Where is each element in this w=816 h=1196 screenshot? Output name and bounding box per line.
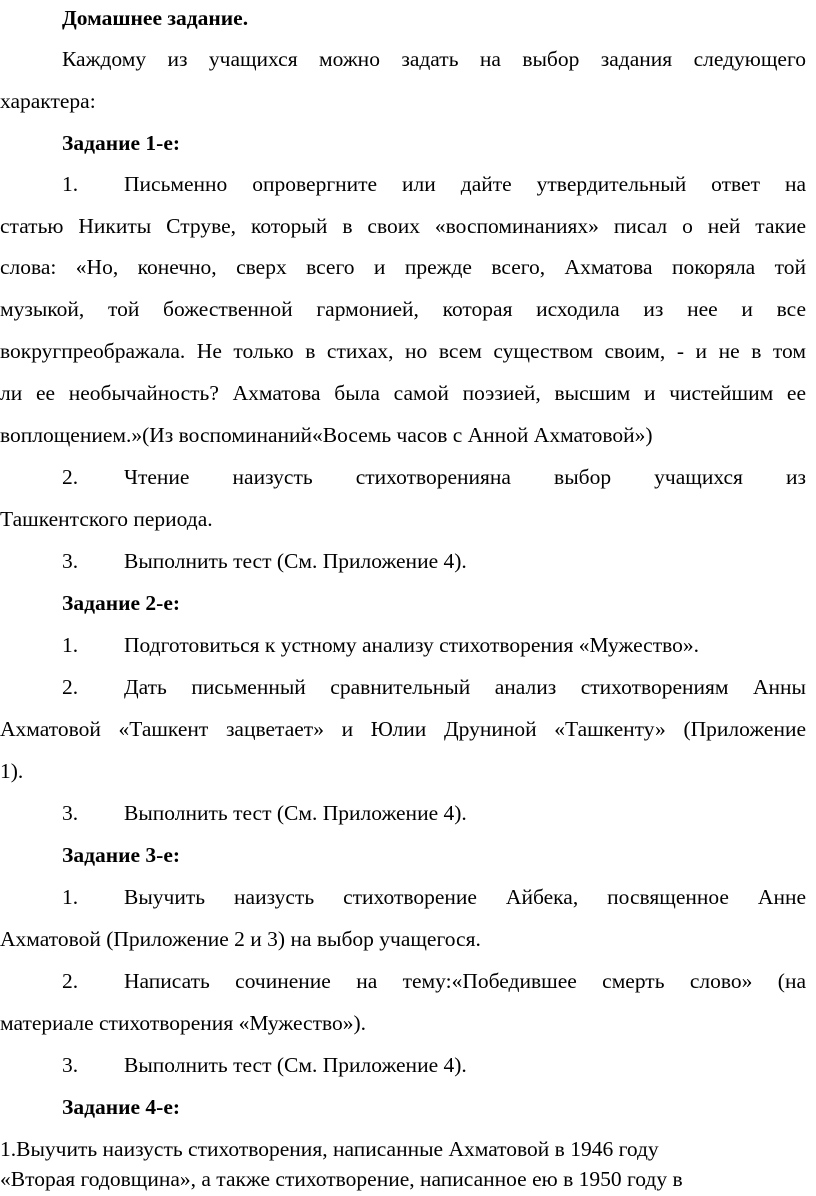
task1-item1-line-5: вокругпреображала. Не только в стихах, но всем существом своим, - и не в том	[0, 339, 806, 363]
task3-item3-text: Выполнить тест (См. Приложение 4).	[124, 1053, 467, 1077]
task2-title: Задание 2-е:	[62, 591, 181, 615]
task4-line-2: «Вторая годовщина», а также стихотворение, написанное ею в 1950 году в	[0, 1167, 683, 1191]
task1-item1-line-4: музыкой, той божественной гармонией, которая исходила из нее и все	[0, 297, 806, 321]
task1-item1-number: 1.	[62, 172, 79, 196]
task1-item2-line-2: Ташкентского периода.	[0, 507, 213, 531]
task1-item3-number: 3.	[62, 549, 79, 573]
task2-item1-text: Подготовиться к устному анализу стихотворения «Мужество».	[124, 633, 699, 657]
task2-item1-number: 1.	[62, 633, 79, 657]
task3-item1-line-1: Выучить наизусть стихотворение Айбека, посвященное Анне	[124, 885, 806, 909]
task3-item2-line-1: Написать сочинение на тему:«Победившее смерть слово» (на	[124, 969, 806, 993]
task3-item2-number: 2.	[62, 969, 79, 993]
task1-item2-number: 2.	[62, 465, 79, 489]
task1-item1-line-1: Письменно опровергните или дайте утвердительный ответ на	[124, 172, 806, 196]
task3-title: Задание 3-е:	[62, 843, 181, 867]
task2-item3-number: 3.	[62, 801, 79, 825]
task4-line-1: 1.Выучить наизусть стихотворения, написанные Ахматовой в 1946 году	[0, 1137, 659, 1161]
task1-item1-line-7: воплощением.»(Из воспоминаний«Восемь часов с Анной Ахматовой»)	[0, 423, 653, 447]
task1-item2-line-1: Чтение наизусть стихотворенияна выбор учащихся из	[124, 465, 806, 489]
task3-item1-number: 1.	[62, 885, 79, 909]
intro-line-2: характера:	[0, 89, 96, 113]
task2-item3-text: Выполнить тест (См. Приложение 4).	[124, 801, 467, 825]
task2-item2-line-1: Дать письменный сравнительный анализ стихотворениям Анны	[124, 675, 806, 699]
task3-item1-line-2: Ахматовой (Приложение 2 и 3) на выбор учащегося.	[0, 927, 481, 951]
task4-title: Задание 4-е:	[62, 1095, 181, 1119]
task1-title: Задание 1-е:	[62, 131, 181, 155]
task1-item1-line-2: статью Никиты Струве, который в своих «воспоминаниях» писал о ней такие	[0, 214, 806, 238]
task2-item2-number: 2.	[62, 675, 79, 699]
task3-item2-line-2: материале стихотворения «Мужество»).	[0, 1011, 367, 1035]
intro-line-1: Каждому из учащихся можно задать на выбор задания следующего	[62, 47, 806, 71]
task2-item2-line-2: Ахматовой «Ташкент зацветает» и Юлии Друниной «Ташкенту» (Приложение	[0, 717, 806, 741]
task1-item3-text: Выполнить тест (См. Приложение 4).	[124, 549, 467, 573]
task3-item3-number: 3.	[62, 1053, 79, 1077]
task1-item1-line-3: слова: «Но, конечно, сверх всего и прежде всего, Ахматова покоряла той	[0, 255, 806, 279]
task2-item2-line-3: 1).	[0, 759, 24, 783]
homework-heading: Домашнее задание.	[62, 6, 249, 30]
task1-item1-line-6: ли ее необычайность? Ахматова была самой поэзией, высшим и чистейшим ее	[0, 381, 806, 405]
